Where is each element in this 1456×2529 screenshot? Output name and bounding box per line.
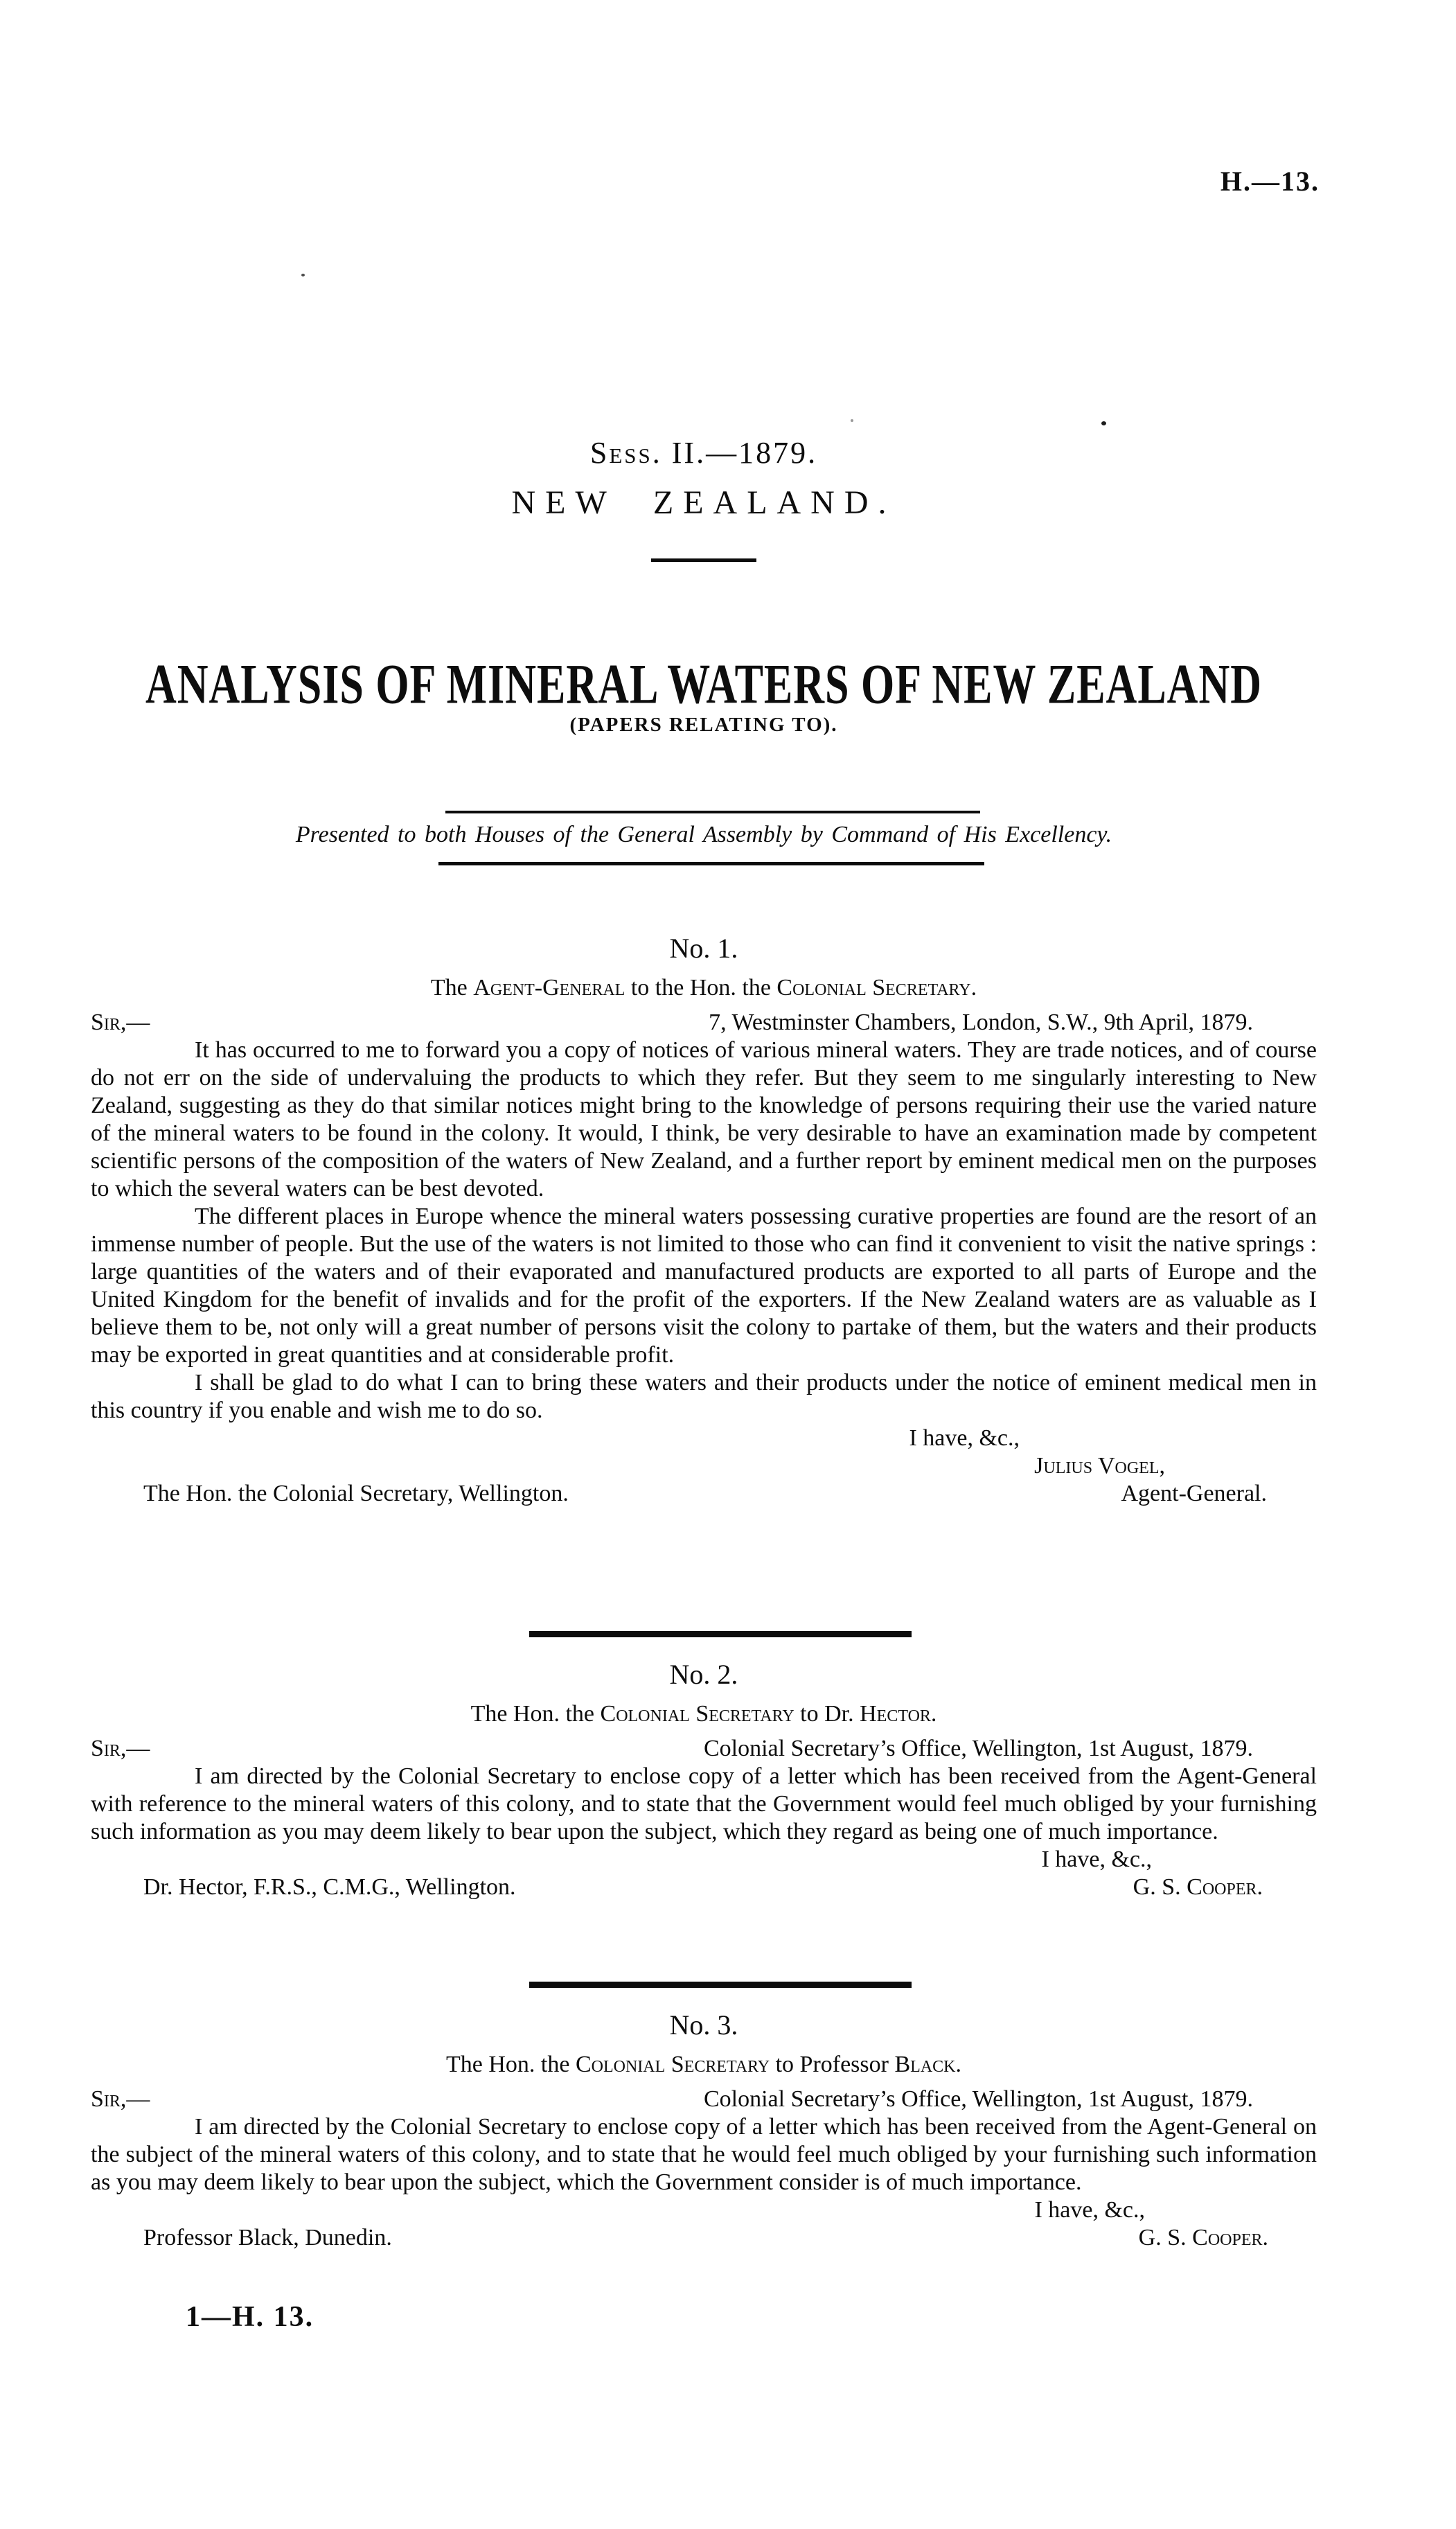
dateline: Colonial Secretary’s Office, Wellington, 1st August, 1879.: [703, 2086, 1253, 2112]
divider-rule: [445, 811, 980, 813]
session-line: Sess. II.—1879.: [589, 436, 818, 470]
addressee: The Hon. the Colonial Secretary, Wellington.: [143, 1481, 569, 1506]
heading-text: The Hon. the: [470, 1701, 601, 1727]
scan-speck: [851, 419, 853, 422]
party-name: Agent-General: [473, 975, 625, 1001]
heading-text: .: [930, 1701, 937, 1727]
letter-paragraph: I am directed by the Colonial Secretary to enclose copy of a letter which has been received from the Agent-General on the subject of the mineral waters of this colony, and to state that he would feel much obliged by your furnishing such information as you may deem likely to bear upon the subject, which the Government consider is of much importance.: [91, 2114, 1317, 2195]
signature-title: Agent-General.: [1121, 1481, 1267, 1506]
letter-paragraph: The different places in Europe whence the mineral waters possessing curative properties are found are the resort of an immense number of people. But the use of the waters is not limited to those who can find it convenient to visit the native springs : large quantities of the waters and of their evaporated and manufactured products are exported to all parts of Europe and the United Kingdom for the benefit of invalids and for the profit of the exporters. If the New Zealand waters are as valuable as I believe them to be, not only will a great number of persons visit the colony to partake of them, but the waters and their products may be exported in great quantities and at considerable profit.: [91, 1204, 1317, 1368]
divider-rule: [651, 558, 756, 562]
heading-text: .: [970, 975, 977, 1001]
letter-number: No. 2.: [669, 1659, 738, 1690]
scan-speck: [301, 274, 305, 276]
divider-rule: [438, 862, 984, 865]
letter-footer-row: [91, 1874, 1317, 1901]
dateline: 7, Westminster Chambers, London, S.W., 9th April, 1879.: [709, 1010, 1253, 1035]
letter-number: No. 3.: [669, 2009, 738, 2041]
letter-header-row: [91, 1735, 1317, 1763]
addressee: Professor Black, Dunedin.: [143, 2225, 392, 2250]
signature-name: G. S. Cooper.: [1133, 1874, 1263, 1900]
page-subtitle: (PAPERS RELATING TO).: [569, 714, 838, 736]
letter-header-row: [91, 1009, 1317, 1037]
letter-paragraph: I am directed by the Colonial Secretary to enclose copy of a letter which has been received from the Agent-General with reference to the mineral waters of this colony, and to state that the Government would feel much obliged by your furnishing such information as you may deem likely to bear upon the subject, which they regard as being one of much importance.: [91, 1763, 1317, 1844]
letter-parties-heading: [91, 1700, 1317, 1728]
dateline: Colonial Secretary’s Office, Wellington, 1st August, 1879.: [703, 1736, 1253, 1761]
page-title: ANALYSIS OF MINERAL WATERS OF NEW ZEALAND: [145, 653, 1262, 716]
letter-2: [91, 1659, 1317, 1901]
document-reference: H.—13.: [1220, 166, 1320, 197]
heading-text: to Professor: [770, 2052, 895, 2077]
divider-rule: [529, 1982, 912, 1988]
letter-parties-heading: [91, 2051, 1317, 2079]
party-name: Colonial Secretary: [776, 975, 971, 1001]
letter-footer-row: [91, 2224, 1317, 2252]
letter-number: No. 1.: [669, 933, 738, 964]
signature-name: Julius Vogel,: [1034, 1453, 1165, 1479]
salutation: Sir,—: [91, 1736, 150, 1761]
presented-line: Presented to both Houses of the General Assembly by Command of His Excellency.: [295, 822, 1112, 847]
heading-text: to Dr.: [794, 1701, 860, 1727]
letter-paragraph: It has occurred to me to forward you a copy of notices of various mineral waters. They are trade notices, and of course do not err on the side of undervaluing the products to which they refer. But they seem to me singularly interesting to New Zealand, suggesting as they do that similar notices might bring to the knowledge of persons requiring their use the varied nature of the mineral waters to be found in the colony. It would, I think, be very desirable to have an examination made by competent scientific persons of the composition of the waters of New Zealand, and a further report by eminent medical men on the purposes to which the several waters can be best devoted.: [91, 1037, 1317, 1201]
valediction: I have, &c.,: [1041, 1847, 1152, 1872]
party-name: Colonial Secretary: [600, 1701, 794, 1727]
heading-text: to the Hon. the: [625, 975, 777, 1001]
footer-reference: 1—H. 13.: [186, 2301, 314, 2333]
party-name: Colonial Secretary: [575, 2052, 770, 2077]
addressee: Dr. Hector, F.R.S., C.M.G., Wellington.: [143, 1874, 516, 1900]
scan-speck: [1101, 421, 1106, 425]
heading-text: The Hon. the: [445, 2052, 576, 2077]
letter-footer-row: [91, 1480, 1317, 1508]
signature-name: G. S. Cooper.: [1138, 2225, 1268, 2250]
letter-3: [91, 2009, 1317, 2252]
divider-rule: [529, 1631, 912, 1637]
letter-header-row: [91, 2086, 1317, 2113]
letter-paragraph: I shall be glad to do what I can to bring these waters and their products under the notice of eminent medical men in this country if you enable and wish me to do so.: [91, 1370, 1317, 1423]
party-name: Black: [894, 2052, 956, 2077]
valediction: I have, &c.,: [909, 1425, 1020, 1451]
salutation: Sir,—: [91, 1010, 150, 1035]
heading-text: .: [955, 2052, 961, 2077]
heading-text: The: [430, 975, 474, 1001]
letter-parties-heading: [91, 974, 1317, 1002]
letter-1: [91, 933, 1317, 1508]
salutation: Sir,—: [91, 2086, 150, 2112]
valediction: I have, &c.,: [1034, 2197, 1145, 2223]
party-name: Hector: [860, 1701, 931, 1727]
country-heading: NEW ZEALAND.: [511, 484, 896, 521]
